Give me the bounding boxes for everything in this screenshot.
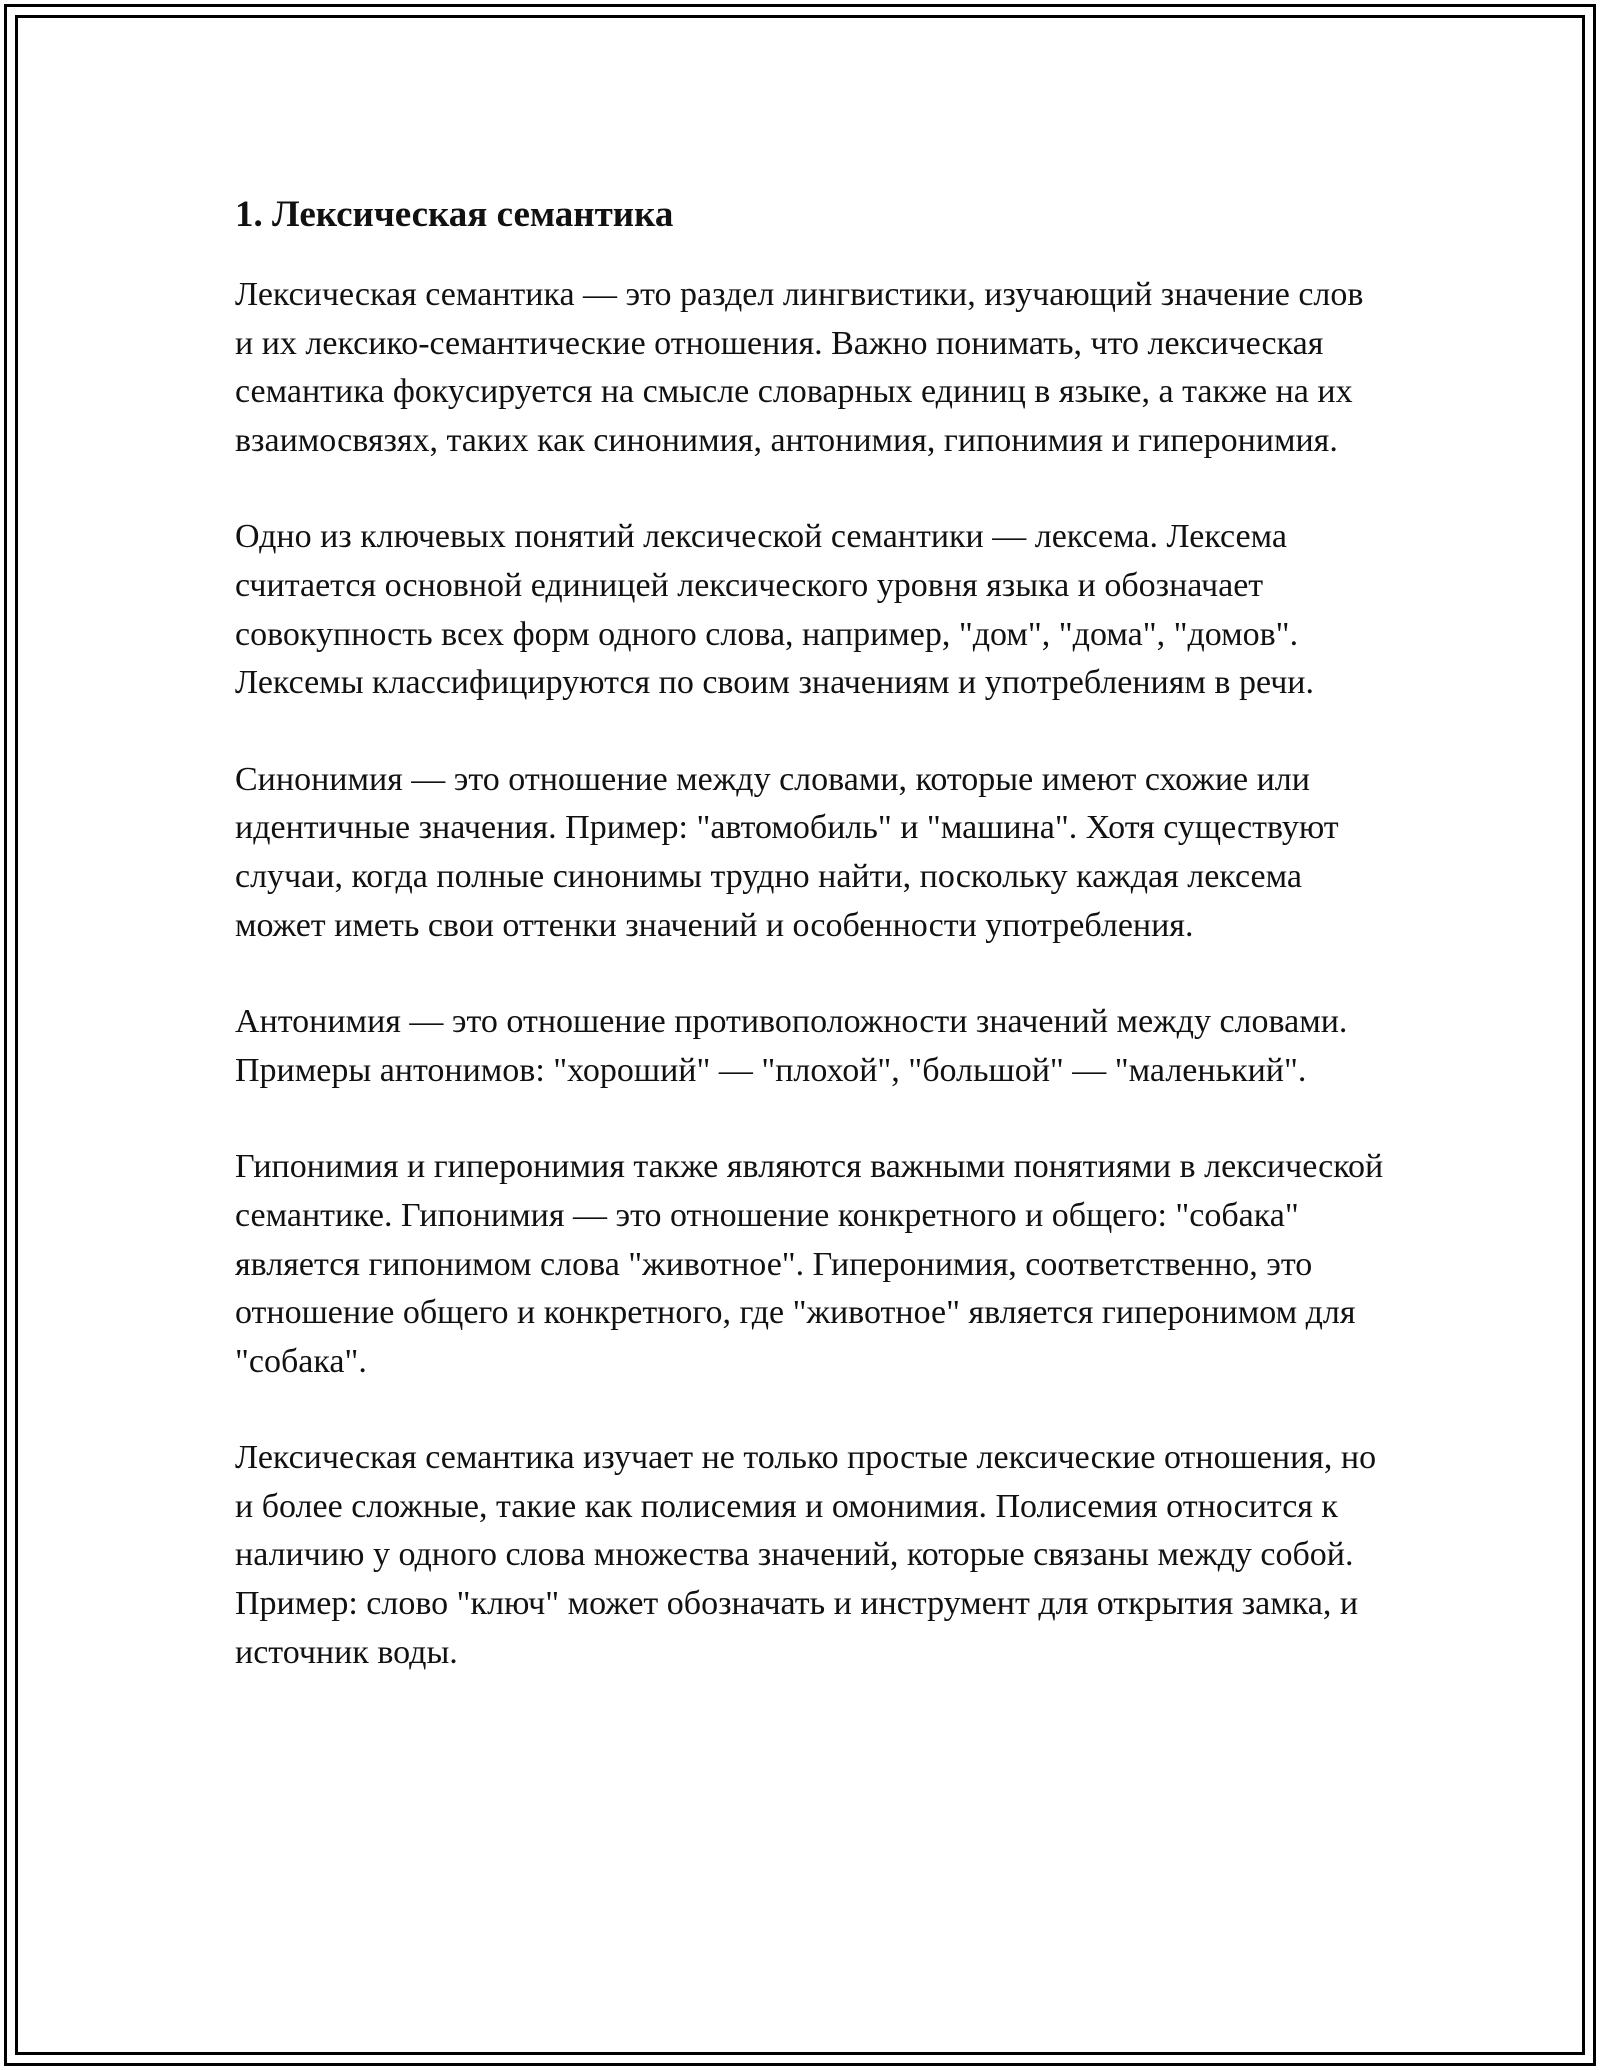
- paragraph-polysemy: Лексическая семантика изучает не только простые лексические отношения, но и более сложные, такие как полисемия и омонимия. Полисемия относится к наличию у одного слова множества значений, которые связаны между собой. Пример: слово "ключ" может обозначать и инструмент для открытия замка, и источник воды.: [235, 1439, 1377, 1671]
- paragraph-lexeme: Одно из ключевых понятий лексической семантики — лексема. Лексема считается основной единицей лексического уровня языка и обозначает совокупность всех форм одного слова, например, "дом", "дома", "домов". Лексемы классифицируются по своим значениям и употреблениям в речи.: [235, 518, 1314, 702]
- paragraph-antonymy: Антонимия — это отношение противоположности значений между словами. Примеры антонимов: "хороший" — "плохой", "большой" — "маленький".: [235, 1003, 1348, 1089]
- section-title: 1. Лексическая семантика: [235, 194, 674, 235]
- paragraph-lexical-semantics-definition: Лексическая семантика — это раздел лингвистики, изучающий значение слов и их лексико-семантические отношения. Важно понимать, что лексическая семантика фокусируется на смысле словарных единиц в языке, а также на их взаимосвязях, таких как синонимия, антонимия, гипонимия и гиперонимия.: [235, 276, 1364, 459]
- paragraph-hyponymy-hypernymy: Гипонимия и гиперонимия также являются важными понятиями в лексической семантике. Гипонимия — это отношение конкретного и общего: "собака" является гипонимом слова "животное". Гиперонимия, соответственно, это отношение общего и конкретного, где "животное" является гиперонимом для "собака".: [235, 1148, 1384, 1380]
- paragraph-synonymy: Синонимия — это отношение между словами, которые имеют схожие или идентичные значения. Пример: "автомобиль" и "машина". Хотя существуют случаи, когда полные синонимы трудно найти, поскольку каждая лексема может иметь свои оттенки значений и особенности употребления.: [235, 760, 1339, 944]
- document-body: [235, 185, 1385, 1725]
